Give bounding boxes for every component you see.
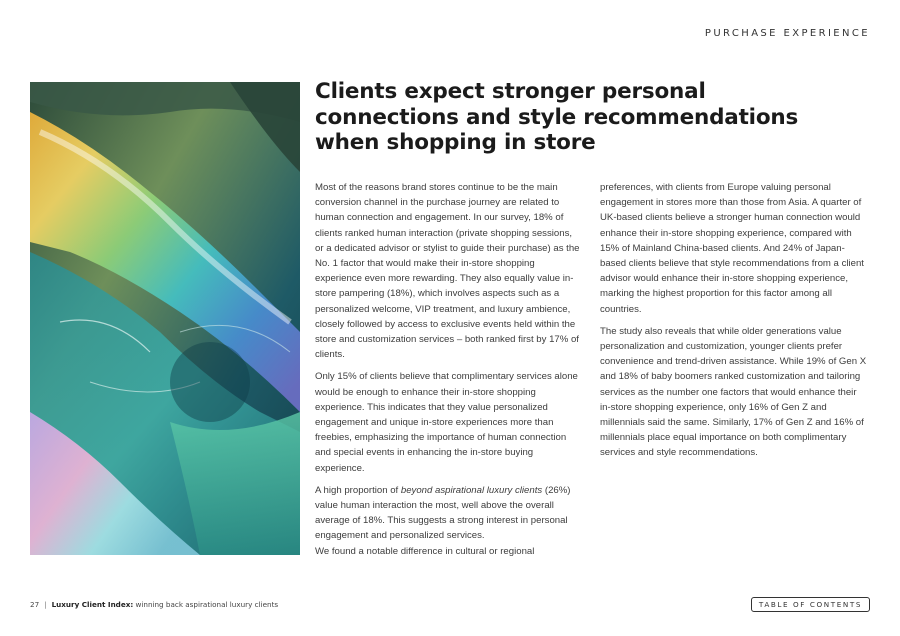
publication-subtitle: winning back aspirational luxury clients <box>135 600 279 609</box>
paragraph: We found a notable difference in cultural or regional <box>315 545 535 557</box>
paragraph <box>315 483 583 544</box>
paragraph: Most of the reasons brand stores continue to be the main conversion channel in the purchase journey are related to human connection and engagement. In our survey, 18% of clients ranked human interaction (private shopping sessions, or a dedicated advisor or stylist to guide their purchase) as the No. 1 factor that would make their in-store shopping experience even more rewarding. They also equally value in-store pampering (18%), which involves aspects such as a personalized welcome, VIP treatment, and luxury ambience, closely followed by access to exclusive events held within the store and customization services – both ranked first by 17% of clients. <box>315 182 580 361</box>
paragraph-text: A high proportion of <box>315 484 401 496</box>
abstract-crystal-image <box>30 82 300 555</box>
emphasis-segment: beyond aspirational luxury clients <box>400 484 543 496</box>
table-of-contents-button[interactable]: TABLE OF CONTENTS <box>751 597 870 612</box>
paragraph: The study also reveals that while older generations value personalization and customization, younger clients prefer convenience and trend-driven assistance. While 19% of Gen X and 18% of baby boomers ranked customization and tailoring services as the number one factors that would enhance their in-store shopping experience, only 16% of Gen Z and millennials said the same. Similarly, 17% of Gen Z and 16% of millennials place equal importance on both complimentary services and style recommendations. <box>600 325 867 459</box>
footer-separator: | <box>44 600 47 609</box>
section-label: PURCHASE EXPERIENCE <box>704 28 870 39</box>
page-footer <box>30 600 278 609</box>
paragraph: Only 15% of clients believe that complimentary services alone would be enough to enhance their in-store shopping experience. This indicates that they value personalized engagement and unique in-store experiences more than freebies, emphasizing the importance of human connection and special events in enhancing the in-store buying experience. <box>315 371 578 474</box>
paragraph-text: (26%) value human interaction the most, well above the overall average of 18%. This suggests a strong interest in personal engagement and personalized services. <box>315 484 571 542</box>
text-column-left <box>315 180 583 566</box>
page-number: 27 <box>30 600 40 609</box>
publication-title: Luxury Client Index: <box>51 600 134 609</box>
article-title: Clients expect stronger personal connections and style recommendations when shopping in store <box>315 79 799 155</box>
paragraph: preferences, with clients from Europe valuing personal engagement in stores more than those from Asia. A quarter of UK-based clients believe a stronger human connection would enhance their in-store shopping experience, compared with 15% of Mainland China-based clients. And 24% of Japan-based clients believe that style recommendations from a client advisor would enhance their in-store shopping experience, marking the highest proportion for this factor among all countries. <box>600 182 864 315</box>
text-column-right <box>600 180 868 468</box>
